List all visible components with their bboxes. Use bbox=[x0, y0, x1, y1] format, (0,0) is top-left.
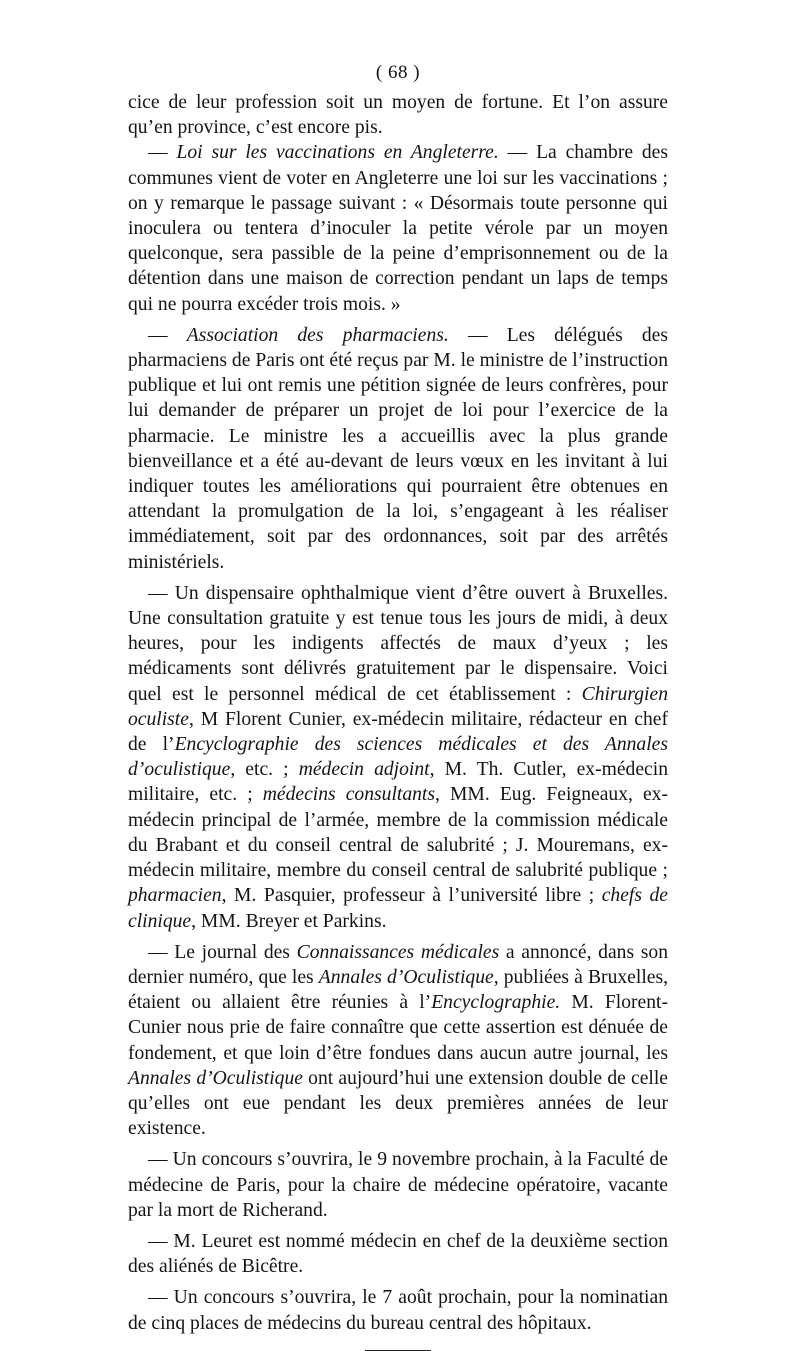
paragraph-text: , M. Pasquier, professeur à l’université libre ; bbox=[221, 885, 602, 907]
italic-phrase: Chirurgien oculiste bbox=[128, 683, 668, 730]
paragraph-dispensaire bbox=[128, 581, 668, 934]
paragraph-concours-novembre bbox=[128, 1147, 668, 1223]
paragraph-pharmaciens bbox=[128, 323, 668, 575]
italic-phrase: Encyclographie des sciences médicales et des Annales d’oculistique bbox=[128, 734, 668, 781]
paragraph-text: , etc. ; bbox=[230, 759, 299, 781]
paragraph-text: cice de leur profession soit un moyen de fortune. Et l’on assure qu’en province, c’est encore pis. bbox=[128, 92, 668, 139]
paragraph-lead: — bbox=[148, 324, 187, 346]
paragraph-vaccinations bbox=[128, 140, 668, 316]
italic-phrase: médecins consultants bbox=[262, 784, 435, 806]
paragraph-text: — M. Leuret est nommé médecin en chef de la deuxième section des aliénés de Bicêtre. bbox=[128, 1230, 668, 1278]
italic-phrase: Annales d’Oculistique bbox=[318, 966, 494, 988]
paragraph-annales bbox=[128, 940, 668, 1142]
paragraph-text: — Un concours s’ouvrira, le 7 août prochain, pour la nominatian de cinq places de médecins du bureau central des hôpitaux. bbox=[128, 1287, 668, 1334]
paragraph-text: a annoncé, dans son dernier numéro, que les bbox=[128, 941, 668, 988]
italic-phrase: Encyclographie. bbox=[431, 992, 561, 1014]
paragraph-text: — Les délégués des pharmaciens de Paris ont été reçus par M. le ministre de l’instruction publique et lui ont remis une pétition signée de leurs confrères, pour lui demander de préparer un projet de loi pour l’exercice de la pharmacie. Le ministre les a accueillis avec la plus grande bienveillance et a été au-devant de leurs vœux en les invitant à lui indiquer toutes les améliorations qui pourraient être obtenues en attendant la promulgation de la loi, s’engageant à les réaliser immédiatement, soit par des ordonnances, soit par des arrêtés ministériels. bbox=[128, 324, 668, 573]
paragraph-text: , publiées à Bruxelles, étaient ou allaient être réunies à l’ bbox=[128, 966, 668, 1014]
section-title-pharmaciens: Association des pharmaciens. bbox=[186, 324, 449, 346]
paragraph-concours-aout bbox=[128, 1285, 668, 1335]
paragraph-text: , M Florent Cunier, ex-médecin militaire, rédacteur en chef de l’ bbox=[128, 708, 668, 756]
italic-phrase: pharmacien bbox=[128, 885, 222, 907]
section-title-vaccinations: Loi sur les vaccinations en Angleterre. bbox=[176, 142, 499, 164]
italic-phrase: Annales d’Oculistique bbox=[128, 1067, 303, 1089]
paragraph-lead: — bbox=[148, 142, 177, 164]
paragraph-text: , M. Th. Cutler, ex-médecin militaire, etc. ; bbox=[128, 759, 668, 806]
paragraph-text: , MM. Breyer et Parkins. bbox=[191, 910, 387, 932]
paragraph-text: M. Florent-Cunier nous prie de faire connaître que cette assertion est dénuée de fondement, et que loin d’être fondues dans aucun autre journal, les bbox=[128, 992, 668, 1064]
continued-paragraph bbox=[128, 90, 668, 140]
italic-phrase: Connaissances médicales bbox=[296, 941, 500, 963]
paragraph-text: — La chambre des communes vient de voter en Angleterre une loi sur les vaccinations ; on y remarque le passage suivant : « Désormais toute personne qui inoculera ou tentera d’inoculer la petite vérole par un moyen quelconque, sera passible de la peine d’emprisonnement ou de la détention dans une maison de correction pendant un laps de temps qui ne pourra excéder trois mois. » bbox=[128, 142, 669, 315]
paragraph-text: , MM. Eug. Feigneaux, ex-médecin principal de l’armée, membre de la commission médicale du Brabant et du conseil central de salubrité ; J. Mouremans, ex-médecin militaire, membre du conseil central de salubrité publique ; bbox=[128, 784, 668, 882]
page-number: ( 68 ) bbox=[375, 62, 421, 83]
paragraph-text: — Le journal des bbox=[148, 941, 297, 963]
paragraph-text: — Un concours s’ouvrira, le 9 novembre prochain, à la Faculté de médecine de Paris, pour la chaire de médecine opératoire, vacante par la mort de Richerand. bbox=[128, 1149, 668, 1221]
paragraph-text: ont aujourd’hui une extension double de celle qu’elles ont eue pendant les deux premières années de leur existence. bbox=[128, 1067, 668, 1140]
italic-phrase: médecin adjoint bbox=[298, 759, 430, 781]
italic-phrase: chefs de clinique bbox=[128, 885, 669, 932]
paragraph-text: — Un dispensaire ophthalmique vient d’être ouvert à Bruxelles. Une consultation gratuite y est tenue tous les jours de midi, à deux heures, pour les indigents affectés de maux d’yeux ; les médicaments sont délivrés gratuitement par le dispensaire. Voici quel est le personnel médical de cet établissement : bbox=[128, 582, 668, 705]
paragraph-leuret bbox=[128, 1229, 668, 1279]
document-page bbox=[128, 58, 668, 1351]
